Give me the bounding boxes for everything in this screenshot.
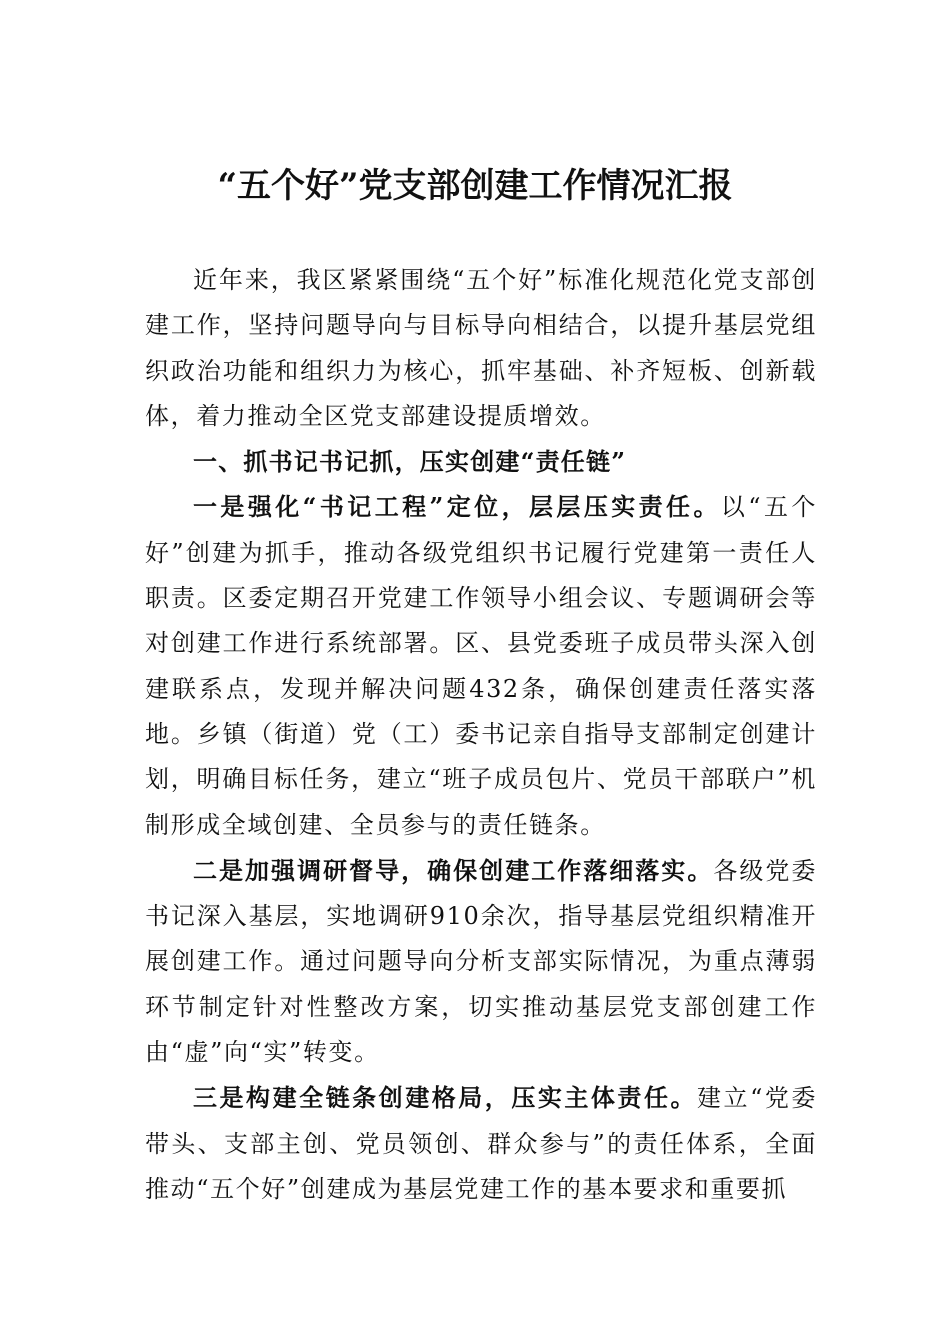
document-body <box>145 258 817 1212</box>
intro-paragraph: 近年来，我区紧紧围绕“五个好”标准化规范化党支部创建工作，坚持问题导向与目标导向相结合，以提升基层党组织政治功能和组织力为核心，抓牢基础、补齐短板、创新载体，着力推动全区党支部建设提质增效。 <box>145 266 817 430</box>
paragraph-2-body: 各级党委书记深入基层，实地调研910余次，指导基层党组织精准开展创建工作。通过问题导向分析支部实际情况，为重点薄弱环节制定针对性整改方案，切实推动基层党支部创建工作由“虚”向“实”转变。 <box>145 856 817 1067</box>
paragraph-3-body: 建立“党委带头、支部主创、党员领创、群众参与”的责任体系，全面推动“五个好”创建成为基层党建工作的基本要求和重要抓 <box>145 1084 817 1203</box>
paragraph-1-lead: 一是强化“书记工程”定位，层层压实责任。 <box>193 492 721 522</box>
paragraph-1-body: 以“五个好”创建为抓手，推动各级党组织书记履行党建第一责任人职责。区委定期召开党建工作领导小组会议、专题调研会等对创建工作进行系统部署。区、县党委班子成员带头深入创建联系点，发现并解决问题432条，确保创建责任落实落地。乡镇（街道）党（工）委书记亲自指导支部制定创建计划，明确目标任务，建立“班子成员包片、党员干部联户”机制形成全域创建、全员参与的责任链条。 <box>145 493 818 839</box>
paragraph-2-lead: 二是加强调研督导，确保创建工作落细落实。 <box>193 855 714 885</box>
section-heading-1: 一、抓书记书记抓，压实创建“责任链” <box>193 447 627 477</box>
paragraph-1 <box>145 484 817 847</box>
paragraph-2 <box>145 848 817 1075</box>
document-title: “五个好”党支部创建工作情况汇报 <box>217 166 733 206</box>
paragraph-3 <box>145 1075 817 1212</box>
paragraph-3-lead: 三是构建全链条创建格局，压实主体责任。 <box>193 1083 698 1113</box>
